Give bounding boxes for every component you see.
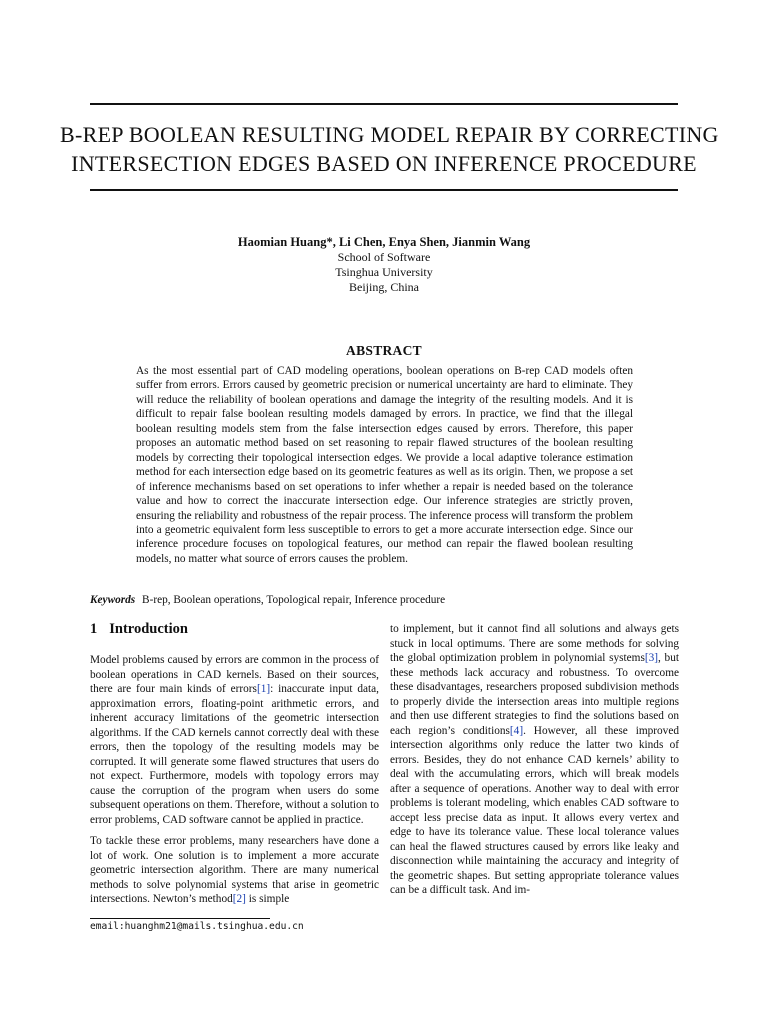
paragraph-text: Model problems caused by errors are common in the process of boolean operations in CAD kernels. Based on their sources, there are four main kinds of errors (90, 654, 379, 695)
title-top-rule (90, 103, 678, 105)
paragraph-text: . However, all these improved intersection algorithms only reduce the latter two kinds of errors. Besides, they do not enhance CAD kernels’ ability to deal with the accumulating errors, which will break models after a sequence of operations. Another way to deal with error problems is tolerant modeling, which enables CAD software to accept less precise data as input. It allows every vertex and edge to have its tolerance value. These local tolerance values can heal the flawed structures caused by errors like leaky and disconnection while maintaining the accuracy and integrity of the geometric shapes. But setting appropriate tolerance values can be a difficult task. And im- (390, 724, 679, 896)
intro-paragraph-1 (90, 653, 379, 827)
footnote-email: email:huanghm21@mails.tsinghua.edu.cn (90, 921, 304, 932)
right-column (390, 622, 679, 905)
paragraph-text: to implement, but it cannot find all solutions and always gets stuck in local optimums. There are some methods for solving the global optimization problem in polynomial systems (390, 623, 679, 664)
section-title: Introduction (109, 621, 188, 637)
left-column (90, 620, 379, 914)
title-line-2: INTERSECTION EDGES BASED ON INFERENCE PROCEDURE (71, 151, 697, 176)
title-bottom-rule (90, 189, 678, 191)
abstract-heading: ABSTRACT (346, 343, 422, 358)
affiliation-location: Beijing, China (349, 280, 419, 294)
section-number: 1 (90, 621, 98, 637)
author-names: Haomian Huang*, Li Chen, Enya Shen, Jianmin Wang (237, 235, 531, 249)
paragraph-text: , but these methods lack accuracy and robustness. To overcome these disadvantages, researchers proposed subdivision methods to properly divide the intersection areas into multiple regions and then use different strategies to find the solutions based on each region’s conditions (390, 652, 679, 737)
footnote-rule (90, 918, 270, 919)
citation-link[interactable]: [4] (509, 724, 524, 737)
affiliation-university: Tsinghua University (335, 265, 433, 279)
keywords-text: B-rep, Boolean operations, Topological repair, Inference procedure (142, 594, 446, 606)
keywords-line (90, 593, 678, 607)
author-block (0, 235, 768, 295)
section-heading (90, 620, 379, 638)
citation-link[interactable]: [1] (256, 683, 271, 695)
title-line-1: B-REP BOOLEAN RESULTING MODEL REPAIR BY CORRECTING (60, 122, 719, 147)
keywords-label: Keywords (90, 594, 136, 606)
citation-link[interactable]: [2] (232, 893, 246, 905)
paragraph-text: is simple (245, 893, 290, 905)
paragraph-text: To tackle these error problems, many researchers have done a lot of work. One solution is to implement a more accurate geometric intersection algorithm. There are many numerical methods to solve polynomial systems that arise in geometric intersections. Newton’s method (90, 835, 379, 905)
intro-paragraph-2 (90, 834, 379, 907)
intro-paragraph-3 (390, 622, 679, 898)
citation-link[interactable]: [3] (644, 652, 659, 664)
abstract-text: As the most essential part of CAD modeling operations, boolean operations on B-rep CAD models often suffer from errors. Errors caused by geometric precision or numerical uncertainty are hard to eliminate. They will reduce the reliability of boolean operations and damage the integrity of the resulting models. And it is difficult to repair false boolean resulting models damaged by errors. In practice, we find that the illegal boolean resulting models stem from the false intersection edges caused by errors. Therefore, this paper proposes an automatic method based on set reasoning to repair flawed structures of the boolean resulting models by correcting their topological intersection edges. We provide a local adaptive tolerance estimation method for each intersection edge based on its geometric features as well as its origin. Then, we propose a set of inference mechanisms based on set operations to infer whether a repair is needed based on the tolerance value and how to correct the inaccurate intersection edge. Our inference strategies are strictly proven, ensuring the reliability and robustness of the repair process. The inference process will transform the problem into a geometric equivalent form less susceptible to errors to get a more accurate intersection edge. Since our inference procedure focuses on topological features, our method can repair the flawed boolean resulting models, no matter what source of errors causes the problem. (136, 365, 633, 565)
paragraph-text: : inaccurate input data, approximation errors, floating-point arithmetic errors, and inherent accuracy limitations of the geometric intersection algorithms. If the CAD kernels cannot correctly deal with these errors, then the topology of the resulting models may be corrupted. It will generate some flawed structures that users do not expect. Furthermore, models with topology errors may cause the corruption of the program when users do some subsequent operations on them. Therefore, without a solution to error problems, CAD software cannot be applied in practice. (90, 683, 379, 826)
paper-title (60, 120, 719, 178)
affiliation-school: School of Software (337, 250, 431, 264)
